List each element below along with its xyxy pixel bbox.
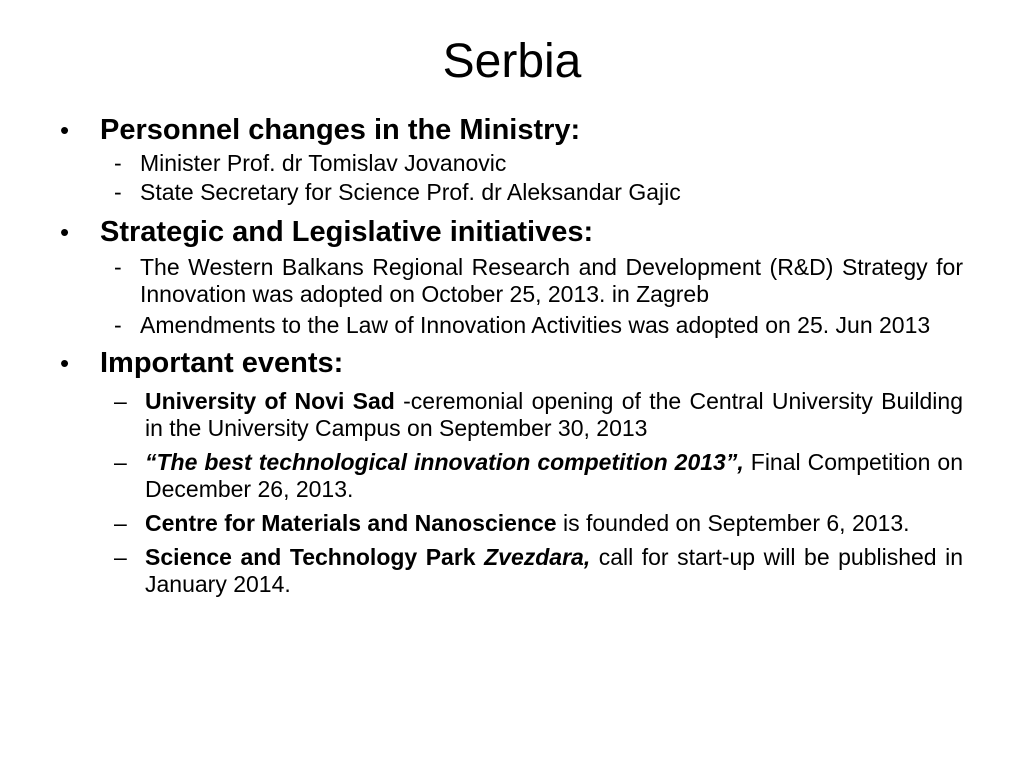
heading-text: Important events: <box>100 347 344 379</box>
sub-list <box>60 254 963 339</box>
list-item <box>60 179 963 206</box>
event-name: University of Novi Sad <box>145 388 395 414</box>
sub-list <box>60 150 963 206</box>
list-item <box>60 388 963 442</box>
event-name: Centre for Materials and Nanoscience <box>145 510 557 536</box>
section-heading <box>60 112 963 148</box>
dash-marker: - <box>114 179 122 205</box>
bullet-icon: • <box>60 217 70 247</box>
list-item-text <box>145 510 963 537</box>
dash-marker: - <box>114 254 122 280</box>
heading-text: Personnel changes in the Ministry: <box>100 114 581 146</box>
section-important-events <box>60 345 963 598</box>
bullet-icon: • <box>60 348 70 378</box>
list-item-text <box>145 544 963 598</box>
event-detail: -ceremonial opening of the Central University Building in the University Campus on September 30, 2013 <box>145 388 963 441</box>
section-personnel-changes <box>60 112 963 206</box>
dash-marker: – <box>114 388 127 414</box>
event-name-italic: Zvezdara, <box>484 544 591 570</box>
list-item <box>60 254 963 308</box>
section-heading <box>60 214 963 250</box>
bullet-icon: • <box>60 115 70 145</box>
list-item <box>60 150 963 177</box>
slide-title: Serbia <box>442 35 582 88</box>
list-item-text: The Western Balkans Regional Research and Development (R&D) Strategy for Innovation was adopted on October 25, 2013. in Zagreb <box>140 254 963 307</box>
dash-marker: - <box>114 312 122 338</box>
section-heading <box>60 345 963 381</box>
event-detail: is founded on September 6, 2013. <box>556 510 910 536</box>
dash-marker: – <box>114 544 127 570</box>
sub-list <box>60 388 963 598</box>
list-item-text <box>145 388 963 442</box>
list-item-text <box>145 449 963 503</box>
dash-marker: – <box>114 449 127 475</box>
dash-marker: - <box>114 150 122 176</box>
list-item-text: Minister Prof. dr Tomislav Jovanovic <box>140 150 507 176</box>
list-item-text: Amendments to the Law of Innovation Activities was adopted on 25. Jun 2013 <box>140 312 931 338</box>
slide-content <box>60 112 963 598</box>
event-detail: call for start-up will be published in January 2014. <box>145 544 964 597</box>
list-item <box>60 544 963 598</box>
list-item-text: State Secretary for Science Prof. dr Aleksandar Gajic <box>140 179 681 205</box>
list-item <box>60 449 963 503</box>
event-name: “The best technological innovation competition 2013”, <box>145 449 744 475</box>
section-strategic-initiatives <box>60 214 963 339</box>
heading-text: Strategic and Legislative initiatives: <box>100 216 594 248</box>
list-item <box>60 312 963 339</box>
list-item <box>60 510 963 537</box>
dash-marker: – <box>114 510 127 536</box>
event-name: Science and Technology Park <box>145 544 485 570</box>
event-detail: Final Competition on December 26, 2013. <box>145 449 963 502</box>
